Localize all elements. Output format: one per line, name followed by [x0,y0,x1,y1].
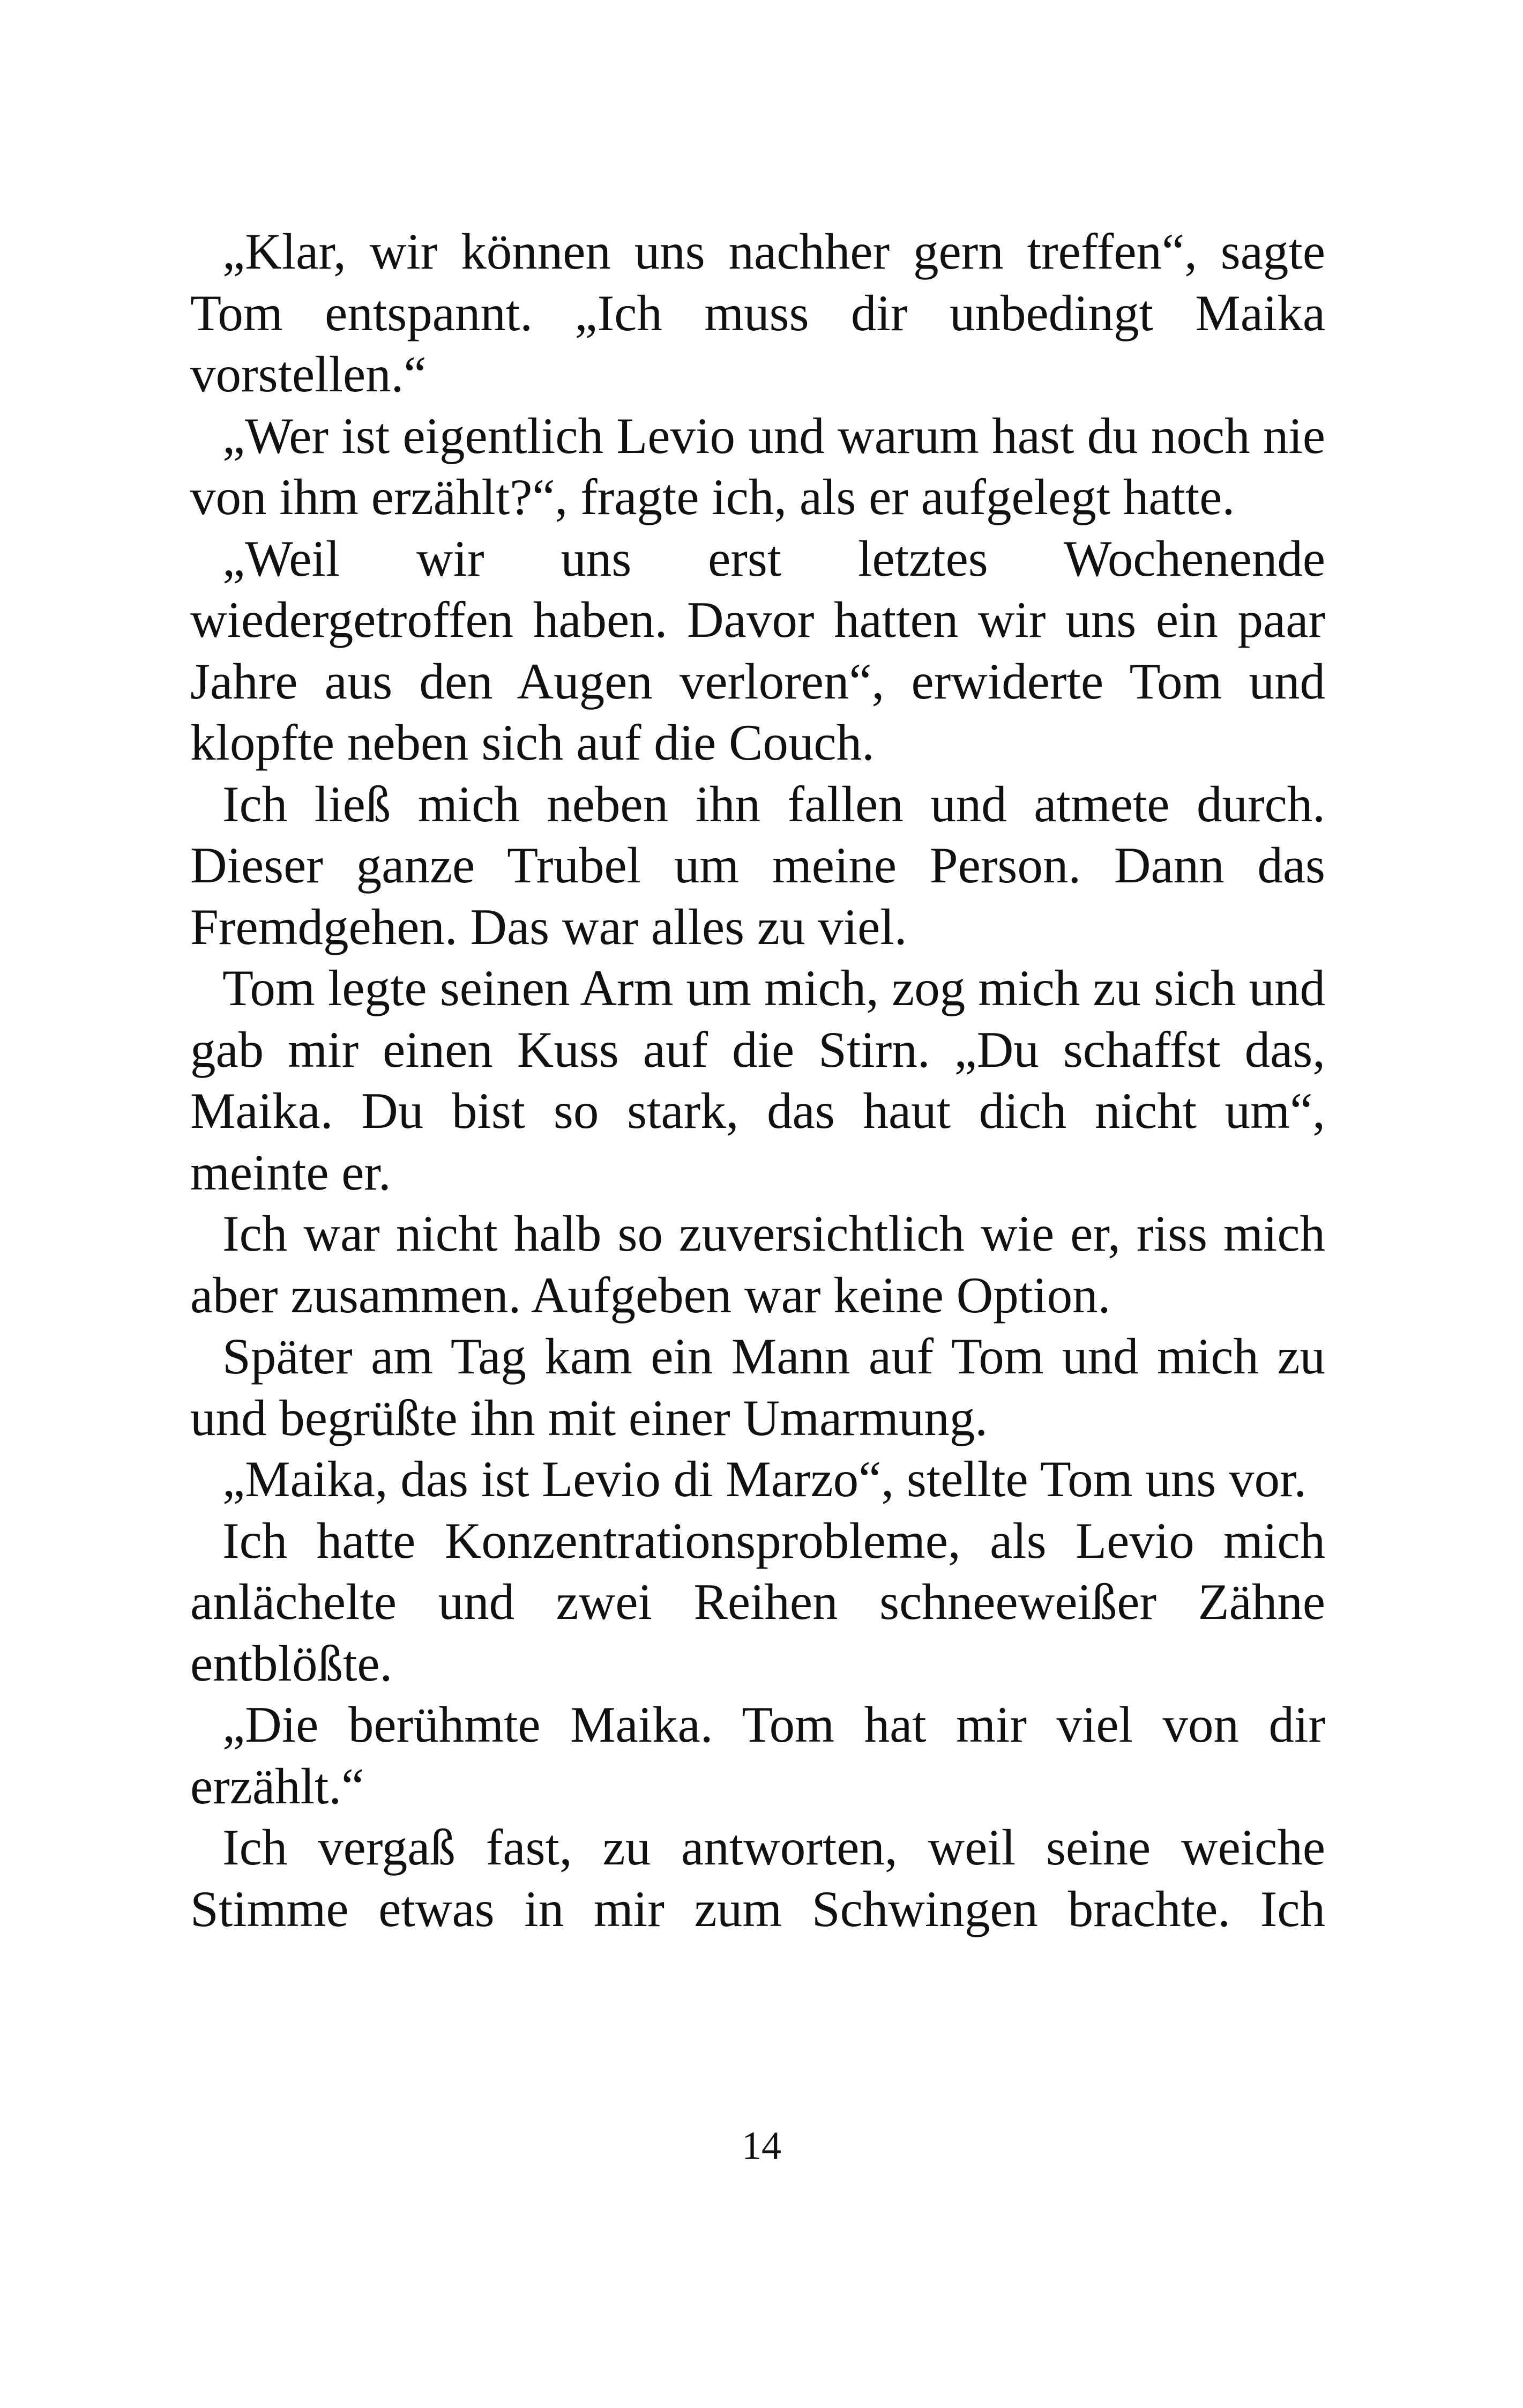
paragraph: Ich hatte Konzentrationsprobleme, als Levio mich anlächelte und zwei Reihen schneeweißer Zähne entblößte. [190,1512,1325,1692]
paragraph: „Maika, das ist Levio di Marzo“, stellte Tom uns vor. [222,1451,1307,1507]
paragraph: Später am Tag kam ein Mann auf Tom und mich zu und begrüßte ihn mit einer Umarmung. [190,1328,1325,1446]
paragraph: „Wer ist eigentlich Levio und warum hast du noch nie von ihm erzählt?“, fragte ich, als er aufgelegt hatte. [190,407,1325,525]
paragraph: „Weil wir uns erst letztes Wochenende wiedergetroffen haben. Davor hatten wir uns ein paar Jahre aus den Augen verloren“, erwiderte Tom und klopfte neben sich auf die Couch. [190,530,1325,771]
paragraph: Ich ließ mich neben ihn fallen und atmete durch. Dieser ganze Trubel um meine Person. Dann das Fremdgehen. Das war alles zu viel. [190,775,1325,955]
paragraph: „Klar, wir können uns nachher gern treffen“, sagte Tom entspannt. „Ich muss dir unbedingt Maika vorstellen.“ [190,223,1325,403]
paragraph-last: Ich vergaß fast, zu antworten, weil seine weiche Stimme etwas in mir zum Schwingen brachte. Ich [190,1819,1325,1937]
body-text [190,221,1325,1939]
page-number: 14 [742,2124,781,2168]
paragraph: „Die berühmte Maika. Tom hat mir viel von dir erzählt.“ [190,1696,1325,1815]
paragraph: Ich war nicht halb so zuversichtlich wie er, riss mich aber zusammen. Aufgeben war keine Option. [190,1205,1325,1324]
paragraph: Tom legte seinen Arm um mich, zog mich zu sich und gab mir einen Kuss auf die Stirn. „Du schaffst das, Maika. Du bist so stark, das haut dich nicht um“, meinte er. [190,960,1325,1201]
